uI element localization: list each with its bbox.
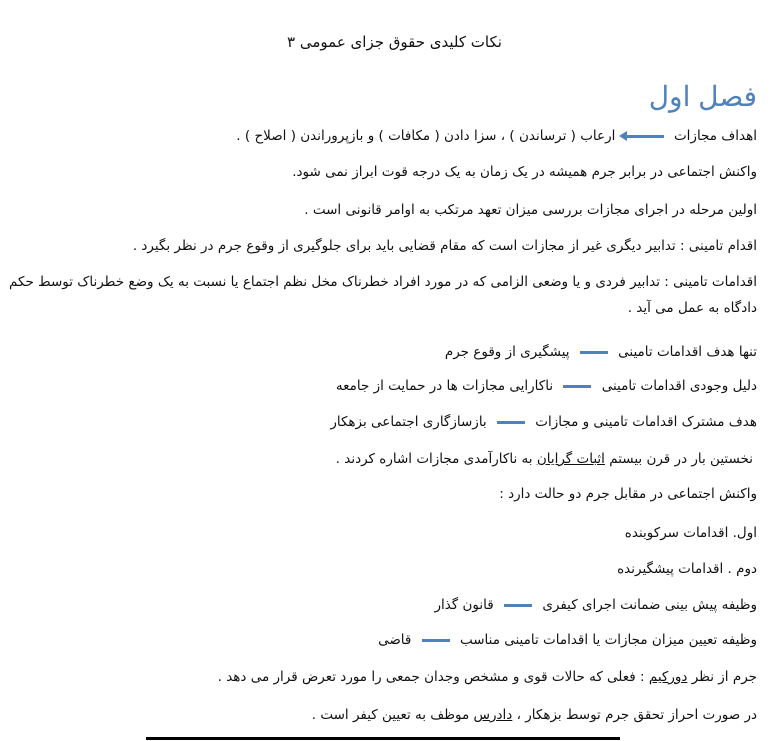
text-after: ارعاب ( ترساندن ) ، سزا دادن ( مکافات ) و بازپروراندن ( اصلاح ) . [236, 128, 616, 144]
paragraph-judge-duty [8, 629, 757, 651]
paragraph-positivists [8, 448, 753, 470]
connector-line-icon [497, 421, 525, 424]
underlined-term: اثبات گرایان [536, 451, 605, 467]
text-before: وظیفه تعیین میزان مجازات یا اقدامات تامینی مناسب [459, 632, 757, 648]
paragraph-common-goal [8, 411, 757, 433]
text-before: وظیفه پیش بینی ضمانت اجرای کیفری [542, 597, 757, 613]
text-before: هدف مشترک اقدامات تامینی و مجازات [535, 414, 757, 430]
paragraph-goals [8, 125, 757, 147]
list-item-second: دوم . اقدامات پیشگیرنده [617, 561, 757, 577]
document-title: نکات کلیدی حقوق جزای عمومی ۳ [287, 33, 502, 51]
paragraph-two-states: واکنش اجتماعی در مقابل جرم دو حالت دارد : [499, 486, 757, 502]
list-item-first: اول. اقدامات سرکوبنده [624, 525, 757, 541]
paragraph-judge-sentencing [8, 704, 757, 726]
text-before: تنها هدف اقدامات تامینی [618, 344, 757, 360]
text-before: جرم از نظر [691, 669, 757, 685]
paragraph-legislator-duty [8, 594, 757, 616]
underlined-term: دادرس [473, 707, 513, 723]
paragraph-existence-reason [8, 375, 757, 397]
paragraph-reaction: واکنش اجتماعی در برابر جرم همیشه در یک زمان به یک درجه قوت ابراز نمی شود. [292, 164, 757, 180]
connector-line-icon [504, 604, 532, 607]
text-after: ناکارایی مجازات ها در حمایت از جامعه [335, 378, 554, 394]
paragraph-security-measures-definition: اقدامات تامینی : تدابیر فردی و یا وضعی الزامی که در مورد افراد خطرناک مخل نظم اجتماع یا نسبت به یک وضع خطرناک توسط حکم دادگاه به عمل می آید . [9, 274, 757, 316]
text-after: پیشگیری از وقوع جرم [444, 344, 570, 360]
text-after: موظف به تعیین کیفر است . [311, 707, 470, 723]
text-before: اهداف مجازات [673, 128, 757, 144]
text-after: بازسازگاری اجتماعی بزهکار [330, 414, 487, 430]
text-before: در صورت احراز تحقق جرم توسط بزهکار ، [516, 707, 757, 723]
paragraph-sole-goal [8, 341, 757, 363]
connector-line-icon [422, 639, 450, 642]
chapter-heading: فصل اول [648, 81, 757, 112]
connector-line-icon [563, 385, 591, 388]
text-after: : فعلی که حالات قوی و مشخص وجدان جمعی را مورد تعرض قرار می دهد . [217, 669, 645, 685]
text-after: به ناکارآمدی مجازات اشاره کردند . [335, 451, 533, 467]
text-before: نخستین بار در قرن بیستم [609, 451, 753, 467]
arrow-left-icon [626, 135, 664, 138]
paragraph-first-stage: اولین مرحله در اجرای مجازات بررسی میزان تعهد مرتکب به اوامر قانونی است . [304, 202, 757, 218]
connector-line-icon [580, 351, 608, 354]
text-after: قانون گذار [434, 597, 494, 613]
paragraph-security-measure: اقدام تامینی : تدابیر دیگری غیر از مجازات است که مقام قضایی باید برای جلوگیری از وقوع جرم در نظر بگیرد . [132, 238, 757, 254]
text-after: قاضی [378, 632, 412, 648]
text-before: دلیل وجودی اقدامات تامینی [601, 378, 757, 394]
paragraph-durkheim [8, 666, 757, 688]
footnote-separator [146, 737, 620, 740]
underlined-term: دورکیم [648, 669, 688, 685]
